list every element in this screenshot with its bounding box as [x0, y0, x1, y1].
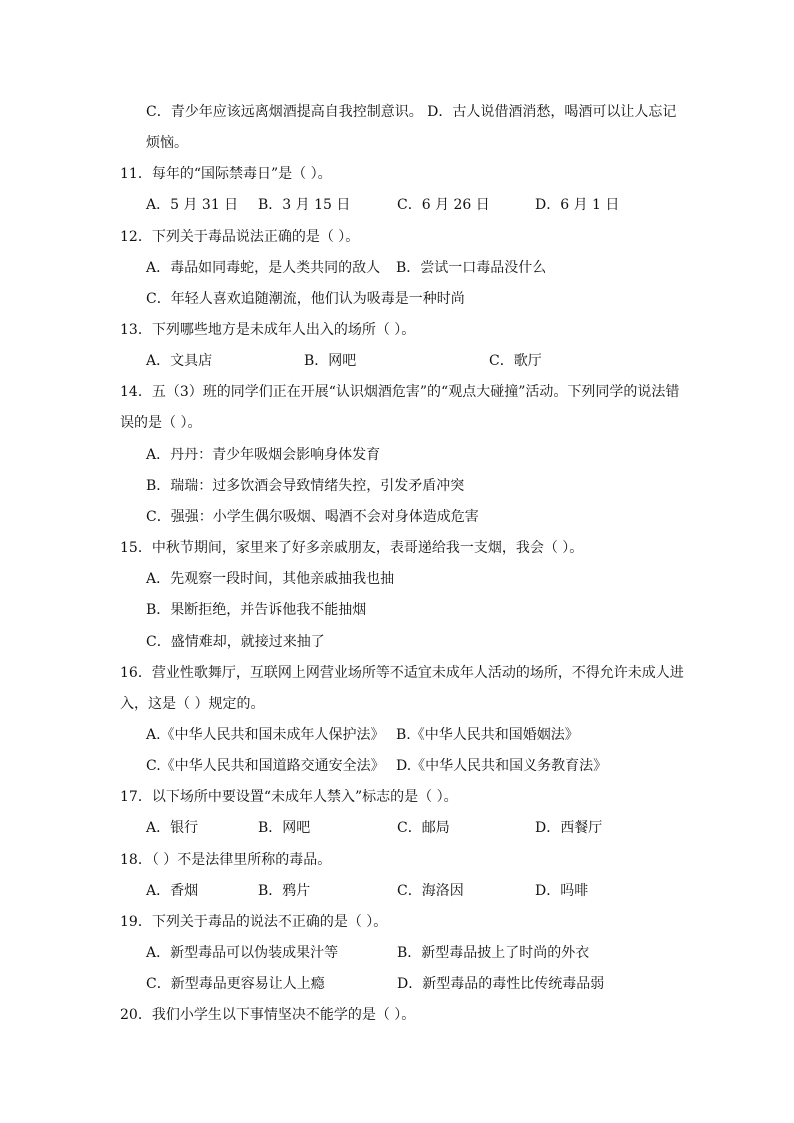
q13-option-c: C．歌厅 — [489, 353, 542, 369]
q12-option-c: C．年轻人喜欢追随潮流，他们认为吸毒是一种时尚 — [146, 291, 465, 307]
q13-option-b: B．网吧 — [304, 353, 357, 369]
q18-option-d: D．吗啡 — [535, 883, 589, 899]
q16-stem: 16．营业性歌舞厅，互联网上网营业场所等不适宜未成年人活动的场所，不得允许未成人进 — [120, 665, 684, 681]
q11-option-b: B．3 月 15 日 — [258, 197, 351, 213]
q10-options-c-d-cont: 烦恼。 — [146, 135, 188, 151]
q15-option-c: C．盛情难却，就接过来抽了 — [146, 634, 325, 650]
q19-option-d: D．新型毒品的毒性比传统毒品弱 — [397, 976, 605, 992]
q16-option-a: A.《中华人民共和国未成年人保护法》 — [146, 727, 385, 743]
q12-option-b: B．尝试一口毒品没什么 — [396, 260, 547, 276]
q19-option-a: A．新型毒品可以伪装成果汁等 — [146, 945, 339, 961]
q17-option-c: C．邮局 — [397, 820, 450, 836]
q13-option-a: A．文具店 — [146, 353, 213, 369]
q17-option-d: D．西餐厅 — [535, 820, 603, 836]
q19-option-c: C．新型毒品更容易让人上瘾 — [146, 976, 325, 992]
q19-stem: 19．下列关于毒品的说法不正确的是（ ）。 — [120, 914, 388, 930]
q18-stem: 18．（ ）不是法律里所称的毒品。 — [120, 852, 332, 868]
q16-option-d: D.《中华人民共和国义务教育法》 — [396, 758, 608, 774]
q14-option-b: B．瑞瑞：过多饮酒会导致情绪失控，引发矛盾冲突 — [146, 478, 465, 494]
q18-option-a: A．香烟 — [146, 883, 199, 899]
q14-stem: 14．五（3）班的同学们正在开展“认识烟酒危害”的“观点大碰撞”活动。下列同学的说法错 — [120, 384, 680, 400]
q20-stem: 20．我们小学生以下事情坚决不能学的是（ ）。 — [120, 1007, 416, 1023]
q11-option-c: C．6 月 26 日 — [397, 197, 490, 213]
q17-option-b: B．网吧 — [258, 820, 311, 836]
q11-option-d: D．6 月 1 日 — [535, 197, 620, 213]
q12-option-a: A．毒品如同毒蛇，是人类共同的敌人 — [146, 260, 381, 276]
q14-option-c: C．强强：小学生偶尔吸烟、喝酒不会对身体造成危害 — [146, 509, 479, 525]
q15-option-a: A．先观察一段时间，其他亲戚抽我也抽 — [146, 571, 395, 587]
q13-stem: 13．下列哪些地方是未成年人出入的场所（ ）。 — [120, 322, 416, 338]
q15-stem: 15．中秋节期间，家里来了好多亲戚朋友，表哥递给我一支烟，我会（ ）。 — [120, 540, 584, 556]
q11-stem: 11．每年的“国际禁毒日”是（ ）。 — [120, 166, 332, 182]
q16-option-c: C.《中华人民共和国道路交通安全法》 — [146, 758, 385, 774]
q11-option-a: A．5 月 31 日 — [146, 197, 239, 213]
q16-stem-cont: 入，这是（ ）规定的。 — [120, 696, 265, 712]
q14-stem-cont: 误的是（ ）。 — [120, 415, 202, 431]
q12-stem: 12．下列关于毒品说法正确的是（ ）。 — [120, 229, 360, 245]
q17-stem-line: 17．以下场所中要设置“未成年人禁入”标志的是（ ）。 — [120, 789, 458, 805]
q10-options-c-d: C．青少年应该远离烟酒提高自我控制意识。 D．古人说借酒消愁，喝酒可以让人忘记 — [146, 104, 677, 120]
q18-option-b: B．鸦片 — [258, 883, 311, 899]
q14-option-a: A．丹丹：青少年吸烟会影响身体发育 — [146, 447, 381, 463]
q19-option-b: B．新型毒品披上了时尚的外衣 — [397, 945, 590, 961]
q17-option-a: A．银行 — [146, 820, 199, 836]
q18-option-c: C．海洛因 — [397, 883, 464, 899]
q15-option-b: B．果断拒绝，并告诉他我不能抽烟 — [146, 602, 367, 618]
q16-option-b: B.《中华人民共和国婚姻法》 — [396, 727, 579, 743]
